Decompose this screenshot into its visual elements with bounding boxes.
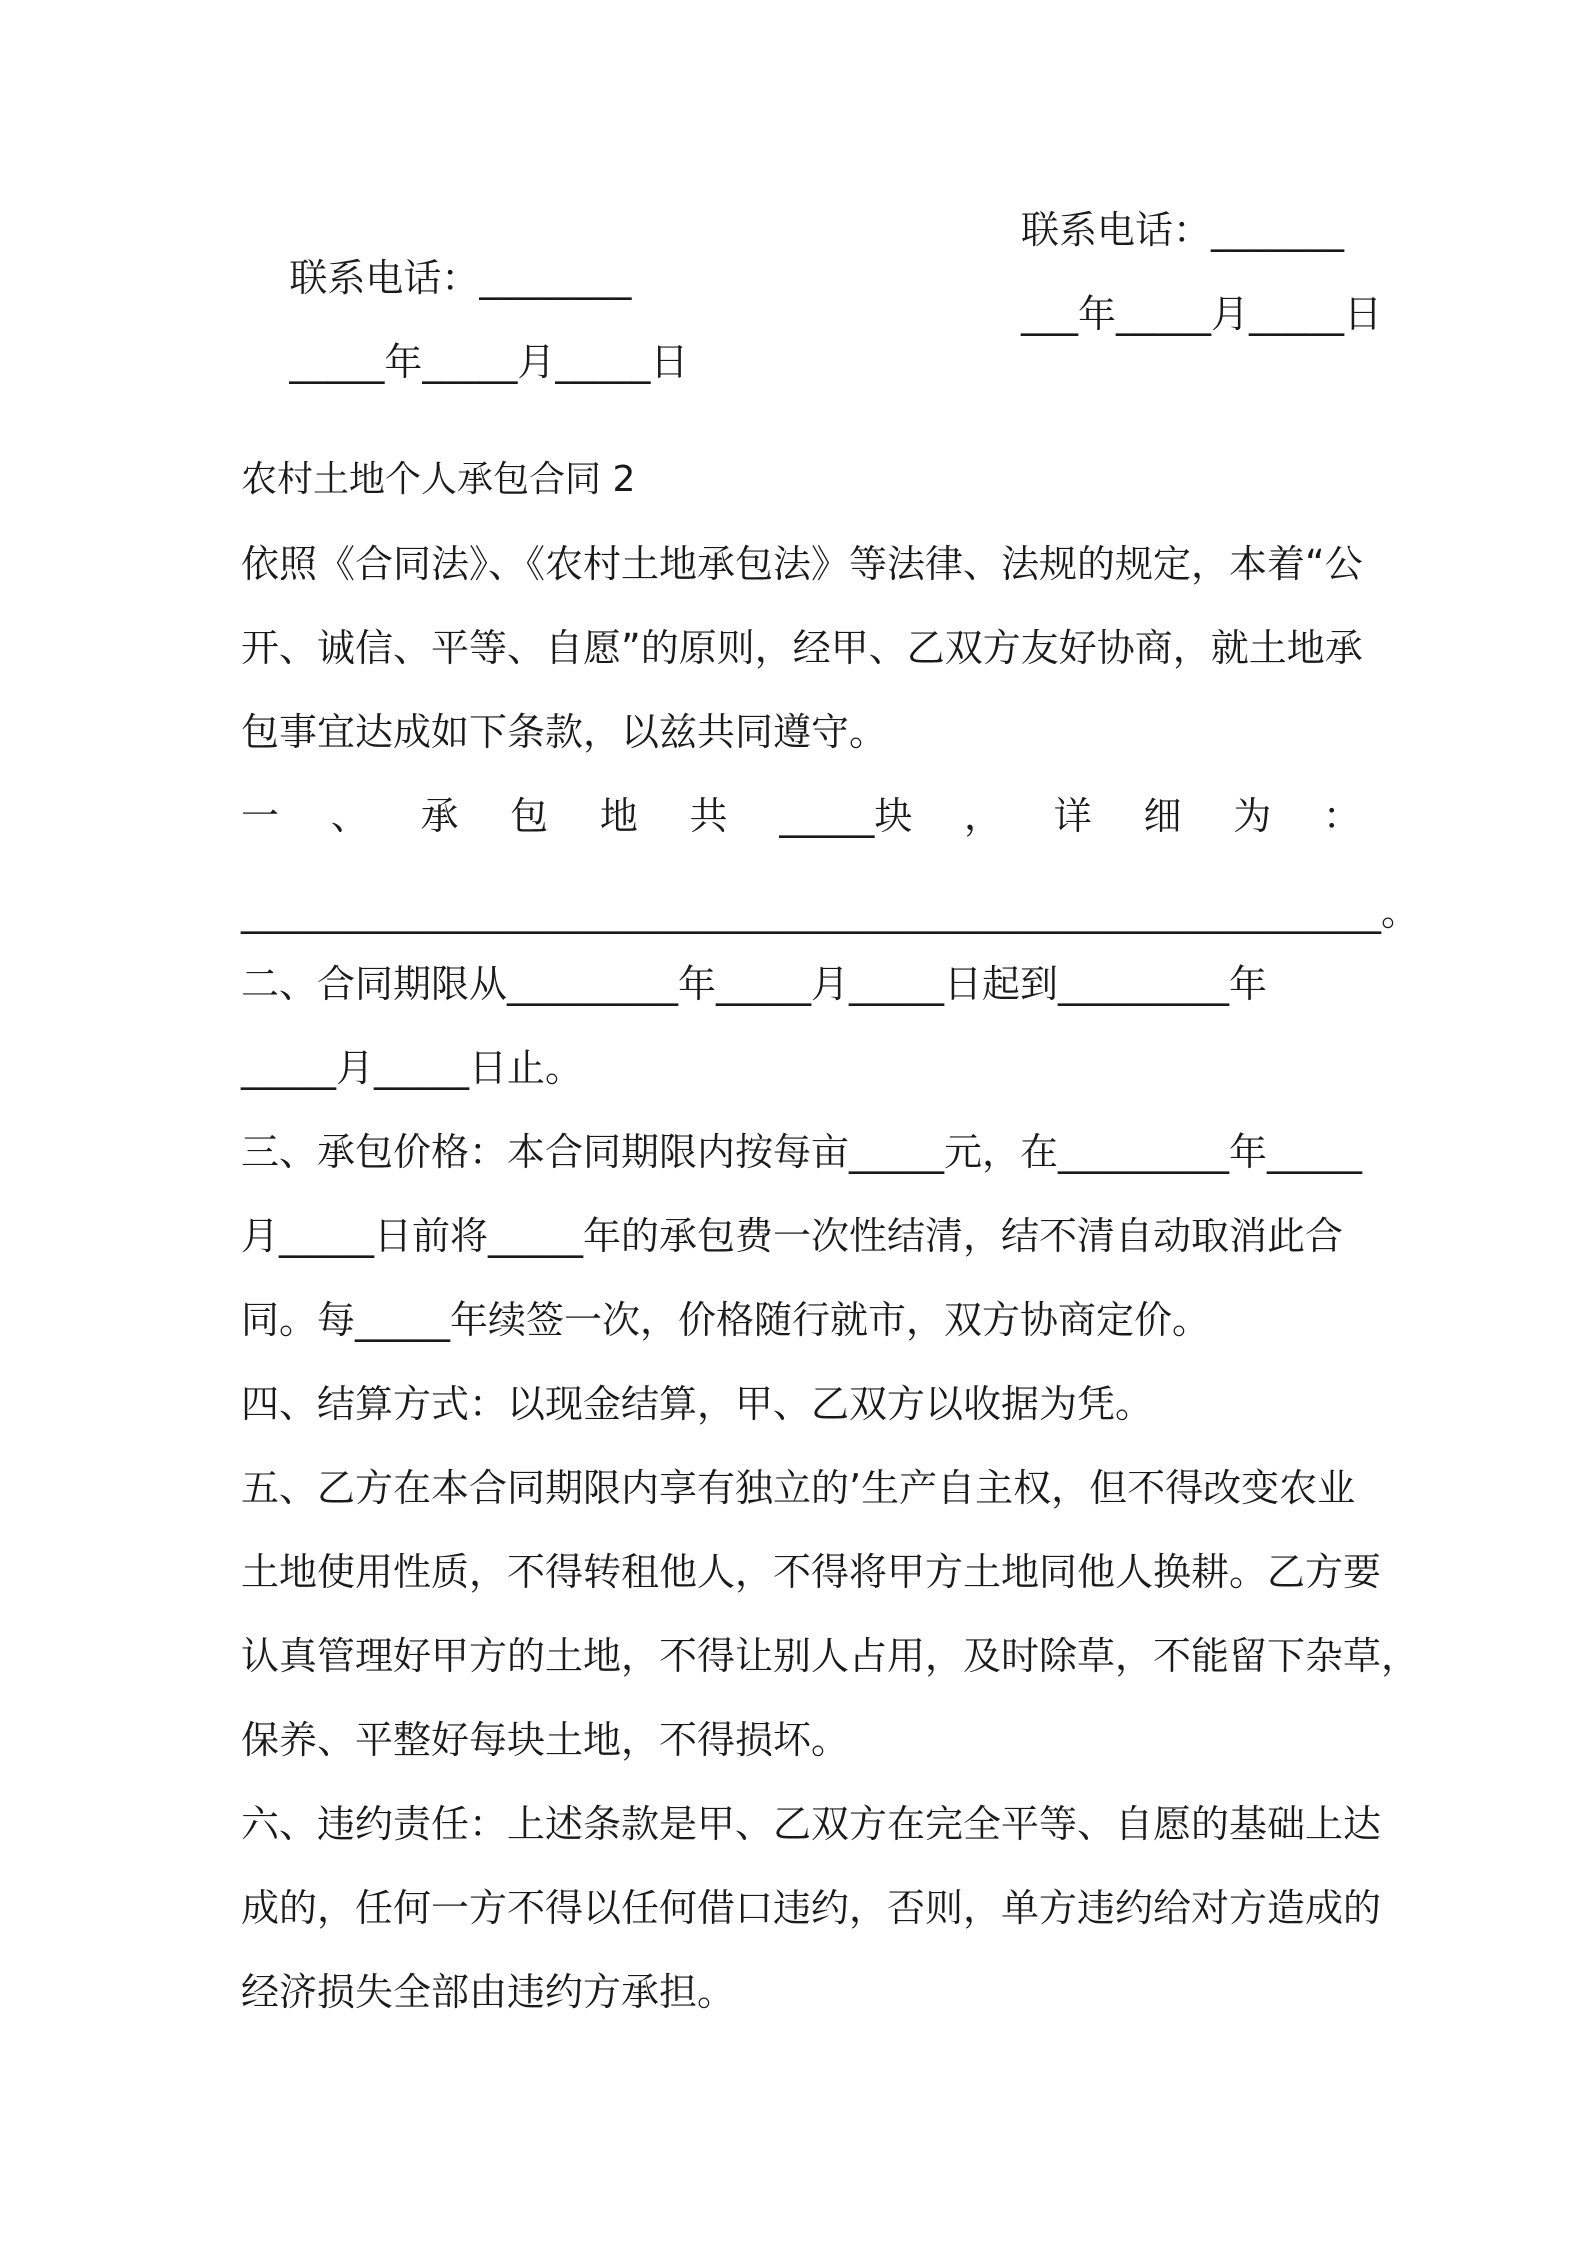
clause-6-line: 经济损失全部由违约方承担。 <box>241 1970 736 2014</box>
party-a-date: _____年_____月_____日 <box>289 340 689 384</box>
clause-1-line <box>241 792 1361 840</box>
contract-title: 农村土地个人承包合同 2 <box>241 459 636 500</box>
clause-1-token: 共 <box>689 794 728 838</box>
clause-2-line: _____月_____日止。 <box>241 1046 584 1090</box>
clause-5-line: 土地使用性质，不得转租他人，不得将甲方土地同他人换耕。乙方要 <box>241 1550 1382 1594</box>
clause-2-line: 二、合同期限从_________年_____月_____日起到_________年 <box>241 962 1268 1006</box>
party-a-phone: 联系电话：________ <box>289 256 632 300</box>
clause-1-token: 包 <box>510 794 549 838</box>
preamble-line: 包事宜达成如下条款，以兹共同遵守。 <box>241 710 888 754</box>
clause-4-line: 四、结算方式：以现金结算，甲、乙双方以收据为凭。 <box>241 1382 1154 1426</box>
clause-6-line: 六、违约责任：上述条款是甲、乙双方在完全平等、自愿的基础上达 <box>241 1802 1382 1846</box>
clause-5-line: 五、乙方在本合同期限内享有独立的’生产自主权，但不得改变农业 <box>241 1466 1356 1510</box>
clause-1-token: 详 <box>1053 794 1092 838</box>
clause-1-token: 为 <box>1233 794 1272 838</box>
clause-6-line: 成的，任何一方不得以任何借口违约，否则，单方违约给对方造成的 <box>241 1886 1382 1930</box>
party-b-date: ___年_____月_____日 <box>1021 292 1383 336</box>
clause-5-line: 认真管理好甲方的土地，不得让别人占用，及时除草，不能留下杂草， <box>241 1634 1420 1678</box>
party-b-phone: 联系电话：_______ <box>1021 208 1345 252</box>
clause-1-token: ， <box>964 794 1003 838</box>
clause-1-blank-line: ____________________________________________________________。 <box>241 890 1420 934</box>
date-row <box>241 290 1383 482</box>
clause-1-token: 、 <box>330 794 369 838</box>
clause-3-line: 月_____日前将_____年的承包费一次性结清，结不清自动取消此合 <box>241 1214 1344 1258</box>
clause-1-token: 地 <box>599 794 638 838</box>
clause-5-line: 保养、平整好每块土地，不得损坏。 <box>241 1718 850 1762</box>
clause-3-line: 同。每_____年续签一次，价格随行就市，双方协商定价。 <box>241 1298 1211 1342</box>
clause-1-token: 承 <box>420 794 459 838</box>
clause-1-token: ： <box>1322 794 1361 838</box>
clause-1-token: _____块 <box>779 794 913 838</box>
clause-1-token: 细 <box>1143 794 1182 838</box>
clause-1-token: 一 <box>241 794 280 838</box>
preamble-line: 开、诚信、平等、自愿”的原则，经甲、乙双方友好协商，就土地承 <box>241 626 1363 670</box>
preamble-line: 依照《合同法》、《农村土地承包法》等法律、法规的规定，本着“公 <box>241 542 1363 586</box>
clause-3-line: 三、承包价格：本合同期限内按每亩_____元，在_________年_____ <box>241 1130 1363 1174</box>
